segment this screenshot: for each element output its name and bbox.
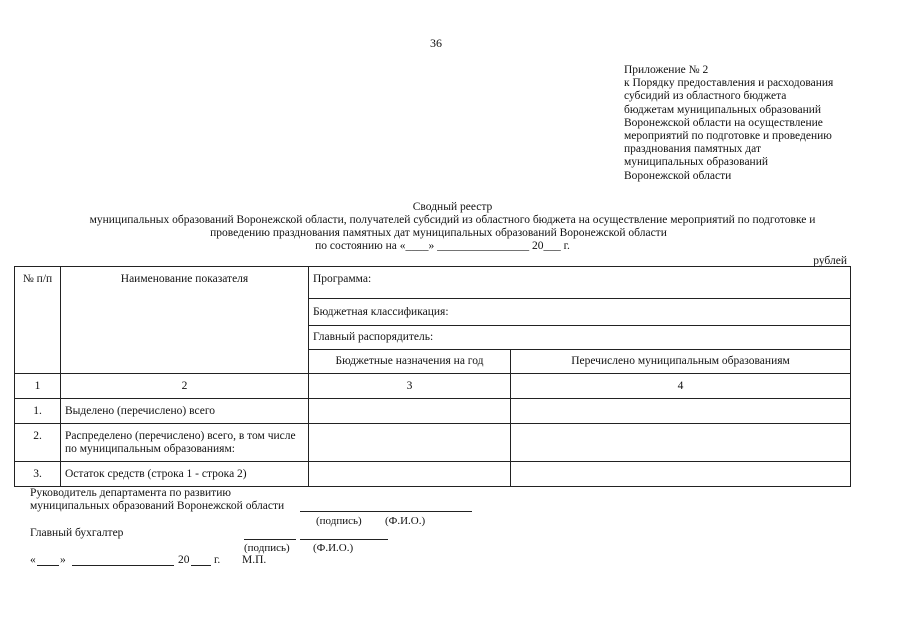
document-subtitle-line: муниципальных образований Воронежской области, получателей субсидий из областного бюджета на осуществление мероприятий по подготовке и (89, 214, 816, 226)
row-indicator: Остаток средств (строка 1 - строка 2) (61, 462, 309, 487)
header-num: № п/п (15, 267, 61, 374)
registry-table (14, 266, 851, 487)
head-signature-line (300, 500, 472, 512)
stamp-place: М.П. (242, 554, 267, 566)
row-indicator: Выделено (перечислено) всего (61, 399, 309, 424)
appendix-line: празднования памятных дат (624, 143, 761, 156)
date-close-quote: » (60, 554, 66, 566)
header-indicator: Наименование показателя (61, 267, 309, 374)
header-budget-allocations: Бюджетные назначения на год (309, 350, 511, 374)
row-budget-cell (309, 424, 511, 462)
row-transferred-cell (511, 399, 851, 424)
accountant-sign-caption: (подпись) (244, 542, 290, 554)
accountant-title: Главный бухгалтер (30, 527, 124, 539)
table-row (15, 462, 851, 487)
date-year-suffix: г. (214, 554, 221, 566)
appendix-line: субсидий из областного бюджета (624, 90, 787, 103)
column-number: 3 (309, 374, 511, 399)
head-title-line2: муниципальных образований Воронежской области (30, 500, 285, 512)
head-sign-caption: (подпись) (316, 515, 362, 527)
date-year-line (191, 554, 211, 566)
chief-manager-field: Главный распорядитель: (309, 326, 851, 350)
date-open-quote: « (30, 554, 36, 566)
currency-unit: рублей (813, 255, 847, 267)
as-of-date-line: по состоянию на «____» ________________ 20___ г. (315, 240, 570, 252)
document-title: Сводный реестр (412, 201, 493, 213)
head-fio-caption: (Ф.И.О.) (385, 515, 426, 527)
accountant-fio-caption: (Ф.И.О.) (313, 542, 354, 554)
head-title-line1: Руководитель департамента по развитию (30, 487, 231, 499)
row-indicator: Распределено (перечислено) всего, в том числе по муниципальным образованиям: (61, 424, 309, 462)
date-month-line (72, 554, 174, 566)
column-number: 4 (511, 374, 851, 399)
appendix-line: Приложение № 2 (624, 64, 709, 76)
document-subtitle-line: проведению празднования памятных дат муниципальных образований Воронежской области (210, 227, 667, 239)
row-budget-cell (309, 399, 511, 424)
table-row (15, 399, 851, 424)
date-year-prefix: 20 (178, 554, 190, 566)
column-number: 2 (61, 374, 309, 399)
row-number: 2. (15, 424, 61, 462)
page-number: 36 (430, 36, 442, 50)
header-transferred: Перечислено муниципальным образованиям (511, 350, 851, 374)
row-transferred-cell (511, 424, 851, 462)
accountant-fio-line (300, 528, 388, 540)
date-day-line (37, 554, 59, 566)
table-row (15, 424, 851, 462)
appendix-line: Воронежской области (624, 169, 732, 182)
row-transferred-cell (511, 462, 851, 487)
appendix-line: Воронежской области на осуществление (624, 116, 823, 129)
budget-classification-field: Бюджетная классификация: (309, 299, 851, 326)
appendix-line: к Порядку предоставления и расходования (624, 77, 834, 90)
appendix-line: мероприятий по подготовке и проведению (624, 130, 832, 143)
program-field: Программа: (309, 267, 851, 299)
column-number: 1 (15, 374, 61, 399)
appendix-line: муниципальных образований (624, 156, 769, 169)
row-number: 1. (15, 399, 61, 424)
appendix-line: бюджетам муниципальных образований (624, 103, 822, 116)
row-number: 3. (15, 462, 61, 487)
accountant-signature-line (244, 528, 296, 540)
row-budget-cell (309, 462, 511, 487)
appendix-note (624, 64, 833, 183)
